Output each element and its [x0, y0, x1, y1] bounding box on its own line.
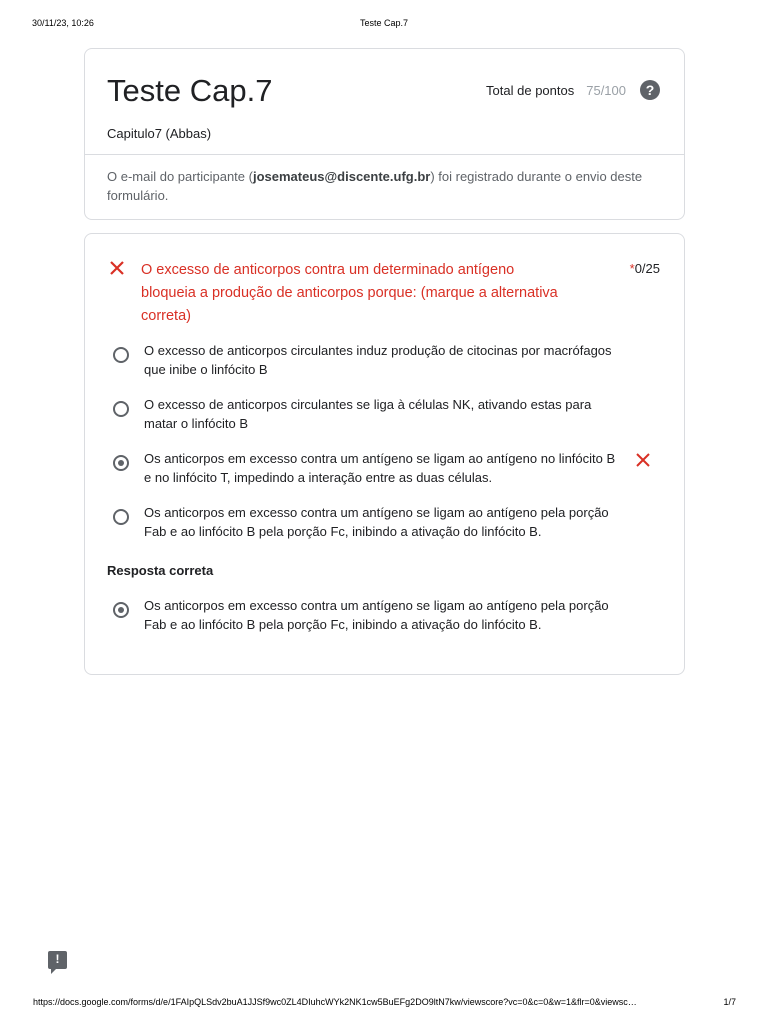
- form-description: Capitulo7 (Abbas): [107, 126, 212, 141]
- answer-option-3: [113, 449, 653, 487]
- form-title: Teste Cap.7: [107, 73, 273, 108]
- incorrect-x-icon: [109, 260, 125, 276]
- print-date: 30/11/23, 10:26: [32, 18, 94, 28]
- print-title: Teste Cap.7: [359, 18, 409, 28]
- score-value: 0/25: [634, 261, 660, 276]
- header-divider: [85, 154, 684, 155]
- required-mark: *: [629, 261, 635, 276]
- email-note: [107, 167, 667, 205]
- total-points: [486, 80, 660, 100]
- radio-button: [113, 347, 129, 363]
- radio-button-selected: [113, 602, 129, 618]
- question-text: O excesso de anticorpos contra um determinado antígeno bloqueia a produção de anticorpos porque: (marque a alternativa correta): [141, 262, 558, 324]
- email-note-suffix: ) foi registrado durante o envio deste formulário.: [107, 169, 643, 203]
- answer-option-2: [113, 395, 653, 433]
- option-label: Os anticorpos em excesso contra um antígeno se ligam ao antígeno no linfócito B e no linfócito T, impedindo a interação entre as duas células.: [144, 451, 616, 485]
- correct-answer-label: Resposta correta: [107, 563, 214, 578]
- answer-option-1: [113, 341, 653, 379]
- option-label: Os anticorpos em excesso contra um antígeno se ligam ao antígeno pela porção Fab e ao linfócito B pela porção Fc, inibindo a ativação do linfócito B.: [144, 505, 609, 539]
- page-number: 1/7: [723, 997, 736, 1007]
- help-icon[interactable]: ?: [640, 80, 660, 100]
- radio-button-selected: [113, 455, 129, 471]
- wrong-answer-x-icon: [635, 452, 651, 468]
- radio-button: [113, 401, 129, 417]
- question-card: [84, 233, 685, 675]
- option-label: O excesso de anticorpos circulantes se liga à células NK, ativando estas para matar o linfócito B: [144, 397, 592, 431]
- report-feedback-icon[interactable]: !: [48, 951, 67, 969]
- radio-button: [113, 509, 129, 525]
- points-value: 75/100: [586, 82, 626, 98]
- answer-option-4: [113, 503, 653, 541]
- correct-answer-text: Os anticorpos em excesso contra um antígeno se ligam ao antígeno pela porção Fab e ao linfócito B pela porção Fc, inibindo a ativação do linfócito B.: [144, 598, 609, 632]
- points-label: Total de pontos: [486, 82, 575, 98]
- participant-email: josemateus@discente.ufg.br: [252, 169, 431, 184]
- question-score: [630, 261, 660, 276]
- email-note-prefix: O e-mail do participante (: [107, 169, 253, 184]
- form-header-card: [84, 48, 685, 220]
- correct-answer-option: [113, 596, 653, 634]
- page-url: https://docs.google.com/forms/d/e/1FAIpQLSdv2buA1JJSf9wc0ZL4DIuhcWYk2NK1cw5BuEFg2DO9ltN7kw/viewscore?vc=0&c=0&w=1&flr=0&viewsc…: [33, 997, 637, 1007]
- option-label: O excesso de anticorpos circulantes induz produção de citocinas por macrófagos que inibe o linfócito B: [144, 343, 612, 377]
